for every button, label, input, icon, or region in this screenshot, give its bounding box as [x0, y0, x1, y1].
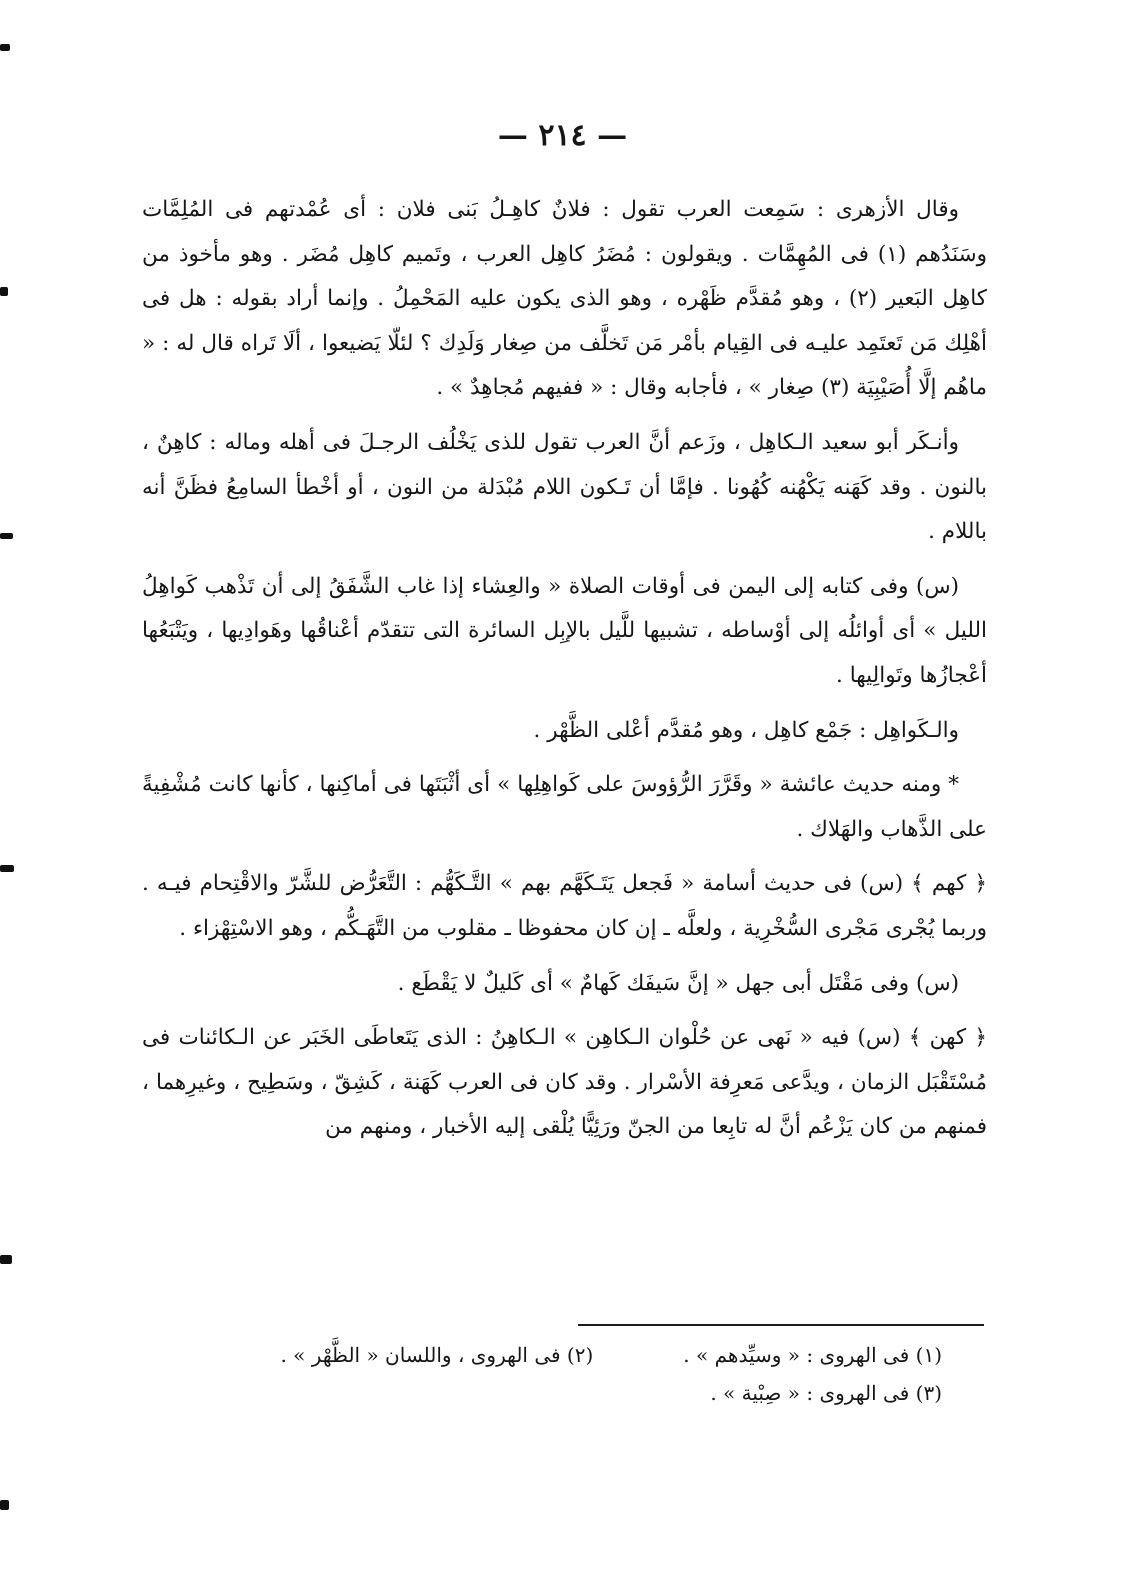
footnote-1: (١) فى الهروى : « وسيِّدهم » . — [683, 1343, 942, 1367]
footnote-row — [142, 1336, 942, 1374]
scan-margin-mark — [0, 533, 13, 539]
scan-margin-mark — [0, 865, 14, 872]
footnote-row — [142, 1374, 942, 1412]
paragraph-azhari: وقال الأزهرى : سَمِعت العرب تقول : فلانٌ كاهِـلُ بَنى فلان : أى عُمْدتهم فى المُلِمَّات وسَنَدُهم (١) فى المُهِمَّات . ويقولون : مُضَرُ كاهِل العرب ، وتَميم كاهِل مُضَر . وهو مأخوذ من كاهِل البَعير (٢) ، وهو مُقدَّم ظَهْره ، وهو الذى يكون عليه المَحْمِلُ . وإنما أراد بقوله : هل فى أهْلِك مَن تَعتَمِد عليـه فى القِيام بأمْر مَن تَخلَّف من صِغار وَلَدِك ؟ لئلّا يَضيعوا ، ألَا تَراه قال له : « ماهُم إلَّا أُصَيْبِيَة (٣) صِغار » ، فأجابه وقال : « ففيهم مُجاهِدٌ » . — [142, 197, 987, 401]
footnote-2: (٢) فى الهروى ، واللسان « الظَّهْر » . — [280, 1343, 594, 1367]
scan-margin-mark — [0, 1500, 9, 1510]
main-text — [142, 188, 987, 1160]
paragraph-kawahil: والـكَواهِل : جَمْع كاهِل ، وهو مُقدَّم أعْلى الظَّهْر . — [533, 717, 959, 743]
paragraph-prayer-times: (س) وفى كتابه إلى اليمن فى أوقات الصلاة « والعِشاء إذا غاب الشَّفَقُ إلى أن تَذْهب كَواهِلُ الليل » أى أوائلُه إلى أوْساطه ، تشبيها للَّيل بالإبِل السائرة التى تتقدّم أعْناقُها وهَوادِيها ، ويَتْبَعُها أعْجازُها وتَوالِيها . — [142, 573, 987, 688]
page-number: — ٢١٤ — — [497, 118, 628, 153]
scan-margin-mark — [0, 44, 10, 51]
footnote-separator — [578, 1324, 984, 1326]
footnotes — [142, 1336, 942, 1412]
footnote-3: (٣) فى الهروى : « صِبْية » . — [710, 1381, 942, 1405]
paragraph-aisha-hadith: * ومنه حديث عائشة « وقَرَّرَ الرُّؤوسَ على كَواهِلِها » أى أثْبَتَها فى أماكِنها ، كأنها كانت مُشْفِيةً على الذَّهاب والهَلاك . — [142, 772, 987, 842]
paragraph-abu-jahl: (س) وفى مَقْتَل أبى جهل « إنَّ سَيفَك كَهامٌ » أى كَليلٌ لا يَقْطَع . — [397, 970, 959, 996]
scan-margin-mark — [0, 1255, 12, 1264]
entry-kahm: ﴿ كهم ﴾ (س) فى حديث أسامة « فَجعل يَتَـكَهَّم بهم » التَّـكَهُّم : التَّعَرُّض للشَّرّ والاقْتِحام فيـه . وربما يُجْرى مَجْرى السُّخْرِية ، ولعلَّه ـ إن كان محفوظا ـ مقلوب من التَّهَـكُّم ، وهو الاسْتِهْزاء . — [142, 871, 987, 941]
paragraph-abu-said: وأنـكَر أبو سعيد الـكاهِل ، وزَعم أنَّ العرب تقول للذى يَخْلُف الرجـلَ فى أهله وماله : كاهِنٌ ، بالنون . وقد كَهَنه يَكْهُنه كُهُونا . فإمَّا أن تَـكون اللام مُبْدَلة من النون ، أو أخْطأ السامِعُ فظَنَّ أنه باللام . — [142, 429, 987, 545]
entry-kahn: ﴿ كهن ﴾ (س) فيه « نَهى عن حُلْوان الـكاهِن » الـكاهِنُ : الذى يَتَعاطَى الخَبَر عن الـكائنات فى مُسْتَقْبَل الزمان ، ويدَّعى مَعرِفة الأسْرار . وقد كان فى العرب كَهَنة ، كَشِقّ ، وسَطِيح ، وغيرِهما ، فمنهم من كان يَزْعُم أنَّ له تابِعا من الجنّ ورَئِيًّا يُلْقى إليه الأخبار ، ومنهم من — [142, 1025, 987, 1140]
scan-margin-mark — [0, 287, 8, 296]
